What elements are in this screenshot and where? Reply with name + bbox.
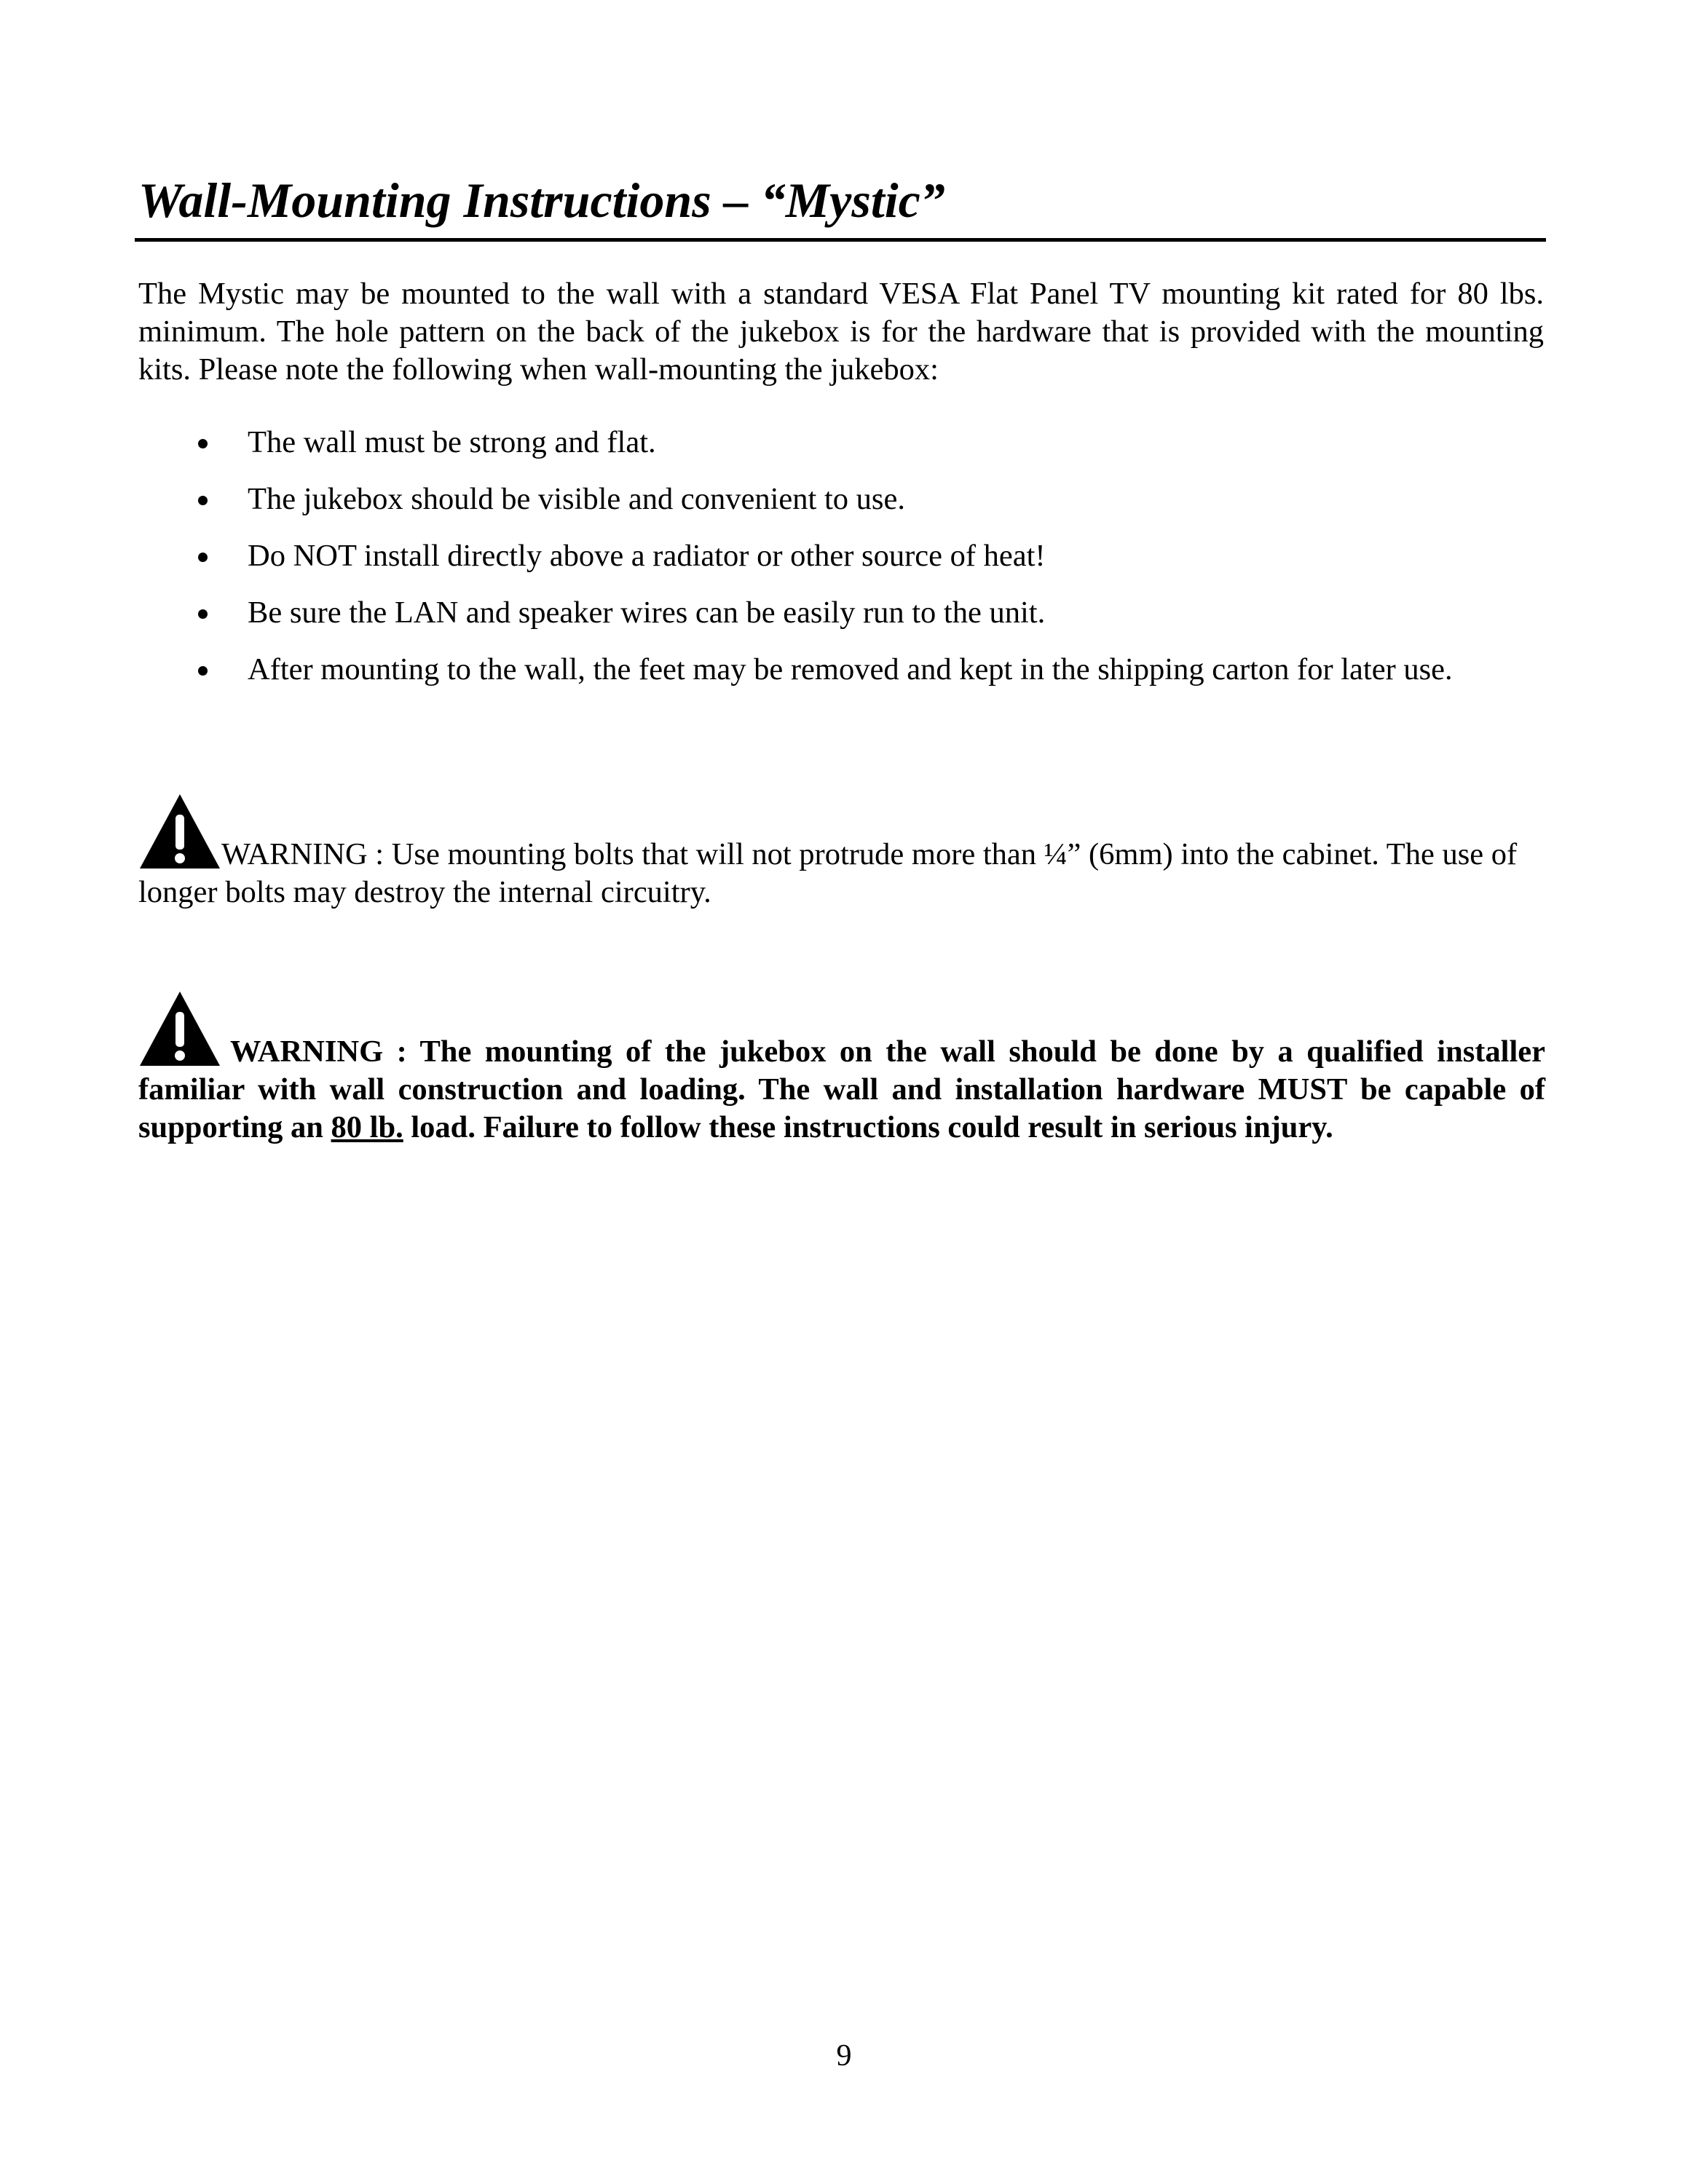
page-title: Wall-Mounting Instructions – “Mystic” <box>138 173 945 228</box>
warning-installer-text-end: load. Failure to follow these instructions could result in serious injury. <box>403 1110 1333 1144</box>
bullet-icon <box>198 496 208 505</box>
list-item <box>138 594 1544 632</box>
list-item-text: The jukebox should be visible and convenient to use. <box>248 482 905 516</box>
bullet-icon <box>198 439 208 448</box>
intro-paragraph: The Mystic may be mounted to the wall with a standard VESA Flat Panel TV mounting kit rated for 80 lbs. minimum. The hole pattern on the back of the jukebox is for the hardware that is provided with the mounting kits. Please note the following when wall-mounting the jukebox: <box>138 277 1544 387</box>
list-item <box>138 424 1544 462</box>
mounting-notes-list <box>138 424 1544 708</box>
warning-bolts-text: WARNING : Use mounting bolts that will not protrude more than ¼” (6mm) into the cabinet. The use of longer bolts may destroy the internal circuitry. <box>138 837 1518 909</box>
list-item-text: Be sure the LAN and speaker wires can be easily run to the unit. <box>248 596 1046 630</box>
bullet-icon <box>198 609 208 619</box>
page-number: 9 <box>836 2039 852 2073</box>
bullet-icon <box>198 553 208 562</box>
list-item-text: Do NOT install directly above a radiator or other source of heat! <box>248 539 1046 573</box>
list-item-text: After mounting to the wall, the feet may be removed and kept in the shipping carton for later use. <box>248 652 1453 687</box>
warning-triangle-icon <box>138 990 221 1067</box>
warning-installer-note <box>138 984 1545 1147</box>
warning-triangle-icon <box>138 793 221 870</box>
title-underline-rule <box>135 238 1546 242</box>
bullet-icon <box>198 666 208 676</box>
list-item-text: The wall must be strong and flat. <box>248 425 656 459</box>
load-rating-text: 80 lb. <box>331 1110 403 1144</box>
list-item <box>138 480 1544 518</box>
list-item <box>138 537 1544 575</box>
warning-bolts-note <box>138 787 1545 911</box>
list-item <box>138 651 1544 689</box>
warning-installer-text-start: WARNING : The mounting of the jukebox on the wall should be done by a qualified installer familiar with wall construction and loading. The wall and installation hardware MUST be capable of supporting an <box>138 1034 1545 1144</box>
